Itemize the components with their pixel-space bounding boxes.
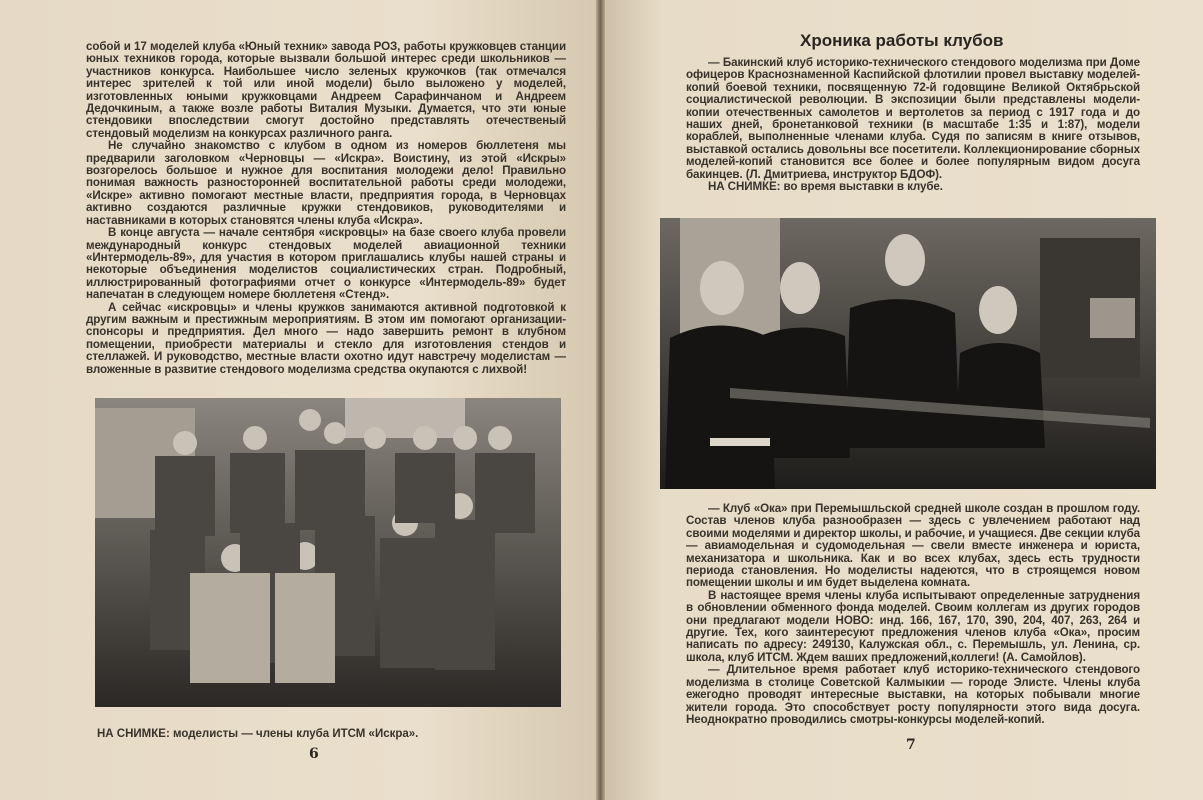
paragraph: А сейчас «искровцы» и члены кружков занимаются активной подготовкой к другим важным и престижным мероприятиям. В этом им помогают организации-спонсоры и предприятия. Дел много — надо завершить ремонт в клубном помещении, приобрести материалы и стекло для изготовления стендов и стеллажей. И руководство, местные власти охотно идут навстречу моделистам — вложенные в развитие стендового моделизма средства окупаются с лихвой!: [86, 300, 566, 376]
left-article-text: [86, 41, 566, 386]
page-number-left: 6: [309, 746, 319, 762]
paragraph: Не случайно знакомство с клубом в одном из номеров бюллетеня мы предварили заголовком «Черновцы — «Искра». Воистину, из этой «Искры» возгорелось большое и нужное для воспитания молодежи дело! Правильно понимая важность разносторонней воспитательной работы среди молодежи, «Искре» активно помогают местные власти, предприятия города, в Черновцах активно создаются различные кружки стендовиков, руководителями и наставниками в которых становятся члены клуба «Искра».: [86, 139, 566, 227]
paragraph: [686, 590, 1140, 664]
photo-caption: НА СНИМКЕ: во время выставки в клубе.: [708, 180, 943, 194]
oka-club-article: [686, 503, 1140, 726]
paragraph: собой и 17 моделей клуба «Юный техник» завода РОЗ, работы кружковцев станции юных техников города, которые вызвали большой интерес среди школьников — участников конкурса. Наибольшее число зеленых кружочков (так отмечался интерес зрителей к той или иной модели) было выложено у моделей, изготовленных юными кружковцами Андреем Сарафинчаном и Андреем Дедочкиным, а также возле работы Виталия Музыки. Думается, что эти юные стендовики впоследствии смогут достойно представлять отечественый стендовый моделизм на конкурсах различного ранга.: [86, 41, 566, 140]
author-signature: (Л. Дмитриева, инструктор БДОФ).: [745, 167, 943, 181]
section-title: Хроника работы клубов: [800, 31, 1004, 50]
exhibition-photo: [660, 218, 1156, 489]
paragraph-text: В настоящее время члены клуба испытывают определенные затруднения в обновлении обменного фонда моделей. Своим коллегам из других городов они предлагают модели НОВО: инд. 166, 167, 170, 390, 204, 407, 263, 264 и другие. Тех, кого заинтересуют предложения членов клуба «Ока», просим написать по адресу: 249130, Калужская обл., с. Перемышль, ул. Ленина, ср. школа, клуб ИТСМ. Ждем ваших предложений,коллеги!: [686, 588, 1140, 664]
author-signature: (А. Самойлов).: [1002, 650, 1086, 664]
paragraph: — Длительное время работает клуб историко-технического стендового моделизма в столице Советской Калмыкии — городе Элисте. Члены клуба ежегодно проводят интересные выставки, на которых побывали многие жители города. Это способствует росту популярности этого вида досуга. Неоднократно проводились смотры-конкурсы моделей-копий.: [686, 663, 1140, 726]
paragraph: — Клуб «Ока» при Перемышльской средней школе создан в прошлом году. Состав членов клуба разнообразен — здесь с увлечением работают над своими моделями и директор школы, и рабочие, и учащиеся. Две секции клуба — авиамодельная и судомодельная — свели вместе инженера и юриста, механизатора и школьника. Как и во всех клубах, здесь есть трудности периода становления. Но моделисты надеются, что в строящемся новом помещении школы и им будет выделена комната.: [686, 502, 1140, 590]
paragraph: [686, 57, 1140, 181]
left-photo-caption: НА СНИМКЕ: моделисты — члены клуба ИТСМ «Искра».: [97, 728, 419, 740]
baku-club-article: [686, 57, 1140, 193]
paragraph-text: — Бакинский клуб историко-технического стендового моделизма при Доме офицеров Краснознаменной Каспийской флотилии провел выставку моделей-копий боевой техники, посвященную 72-й годовщине Великой Октябрьской социалистической революции. В экспозиции были представлены модели-копии отечественных самолетов и вертолетов за период с 1917 года и до наших дней, бронетанковой техники (в масштабе 1:35 и 1:87), модели кораблей, выполненные членами клуба. Судя по записям в книге отзывов, выставкой остались довольны все посетители. Коллекционирование сборных моделей-копий становится все более и более популярным видом досуга бакинцев.: [686, 56, 1140, 181]
exhibition-photo-image: [660, 218, 1156, 489]
book-gutter: [596, 0, 605, 800]
page-number-right: 7: [906, 737, 916, 753]
paragraph: В конце августа — начале сентября «искровцы» на базе своего клуба провели международный конкурс стендовых моделей авиационной техники «Интермодель-89», для участия в котором приглашались клубы нашей страны и некоторые объединения моделистов социалистических стран. Подробный, иллюстрированный фотографиями отчет о конкурсе «Интермодель-89» будет напечатан в следующем номере бюллетеня «Стенд».: [86, 226, 566, 302]
group-photo-image: [95, 398, 561, 707]
group-photo: [95, 398, 561, 707]
